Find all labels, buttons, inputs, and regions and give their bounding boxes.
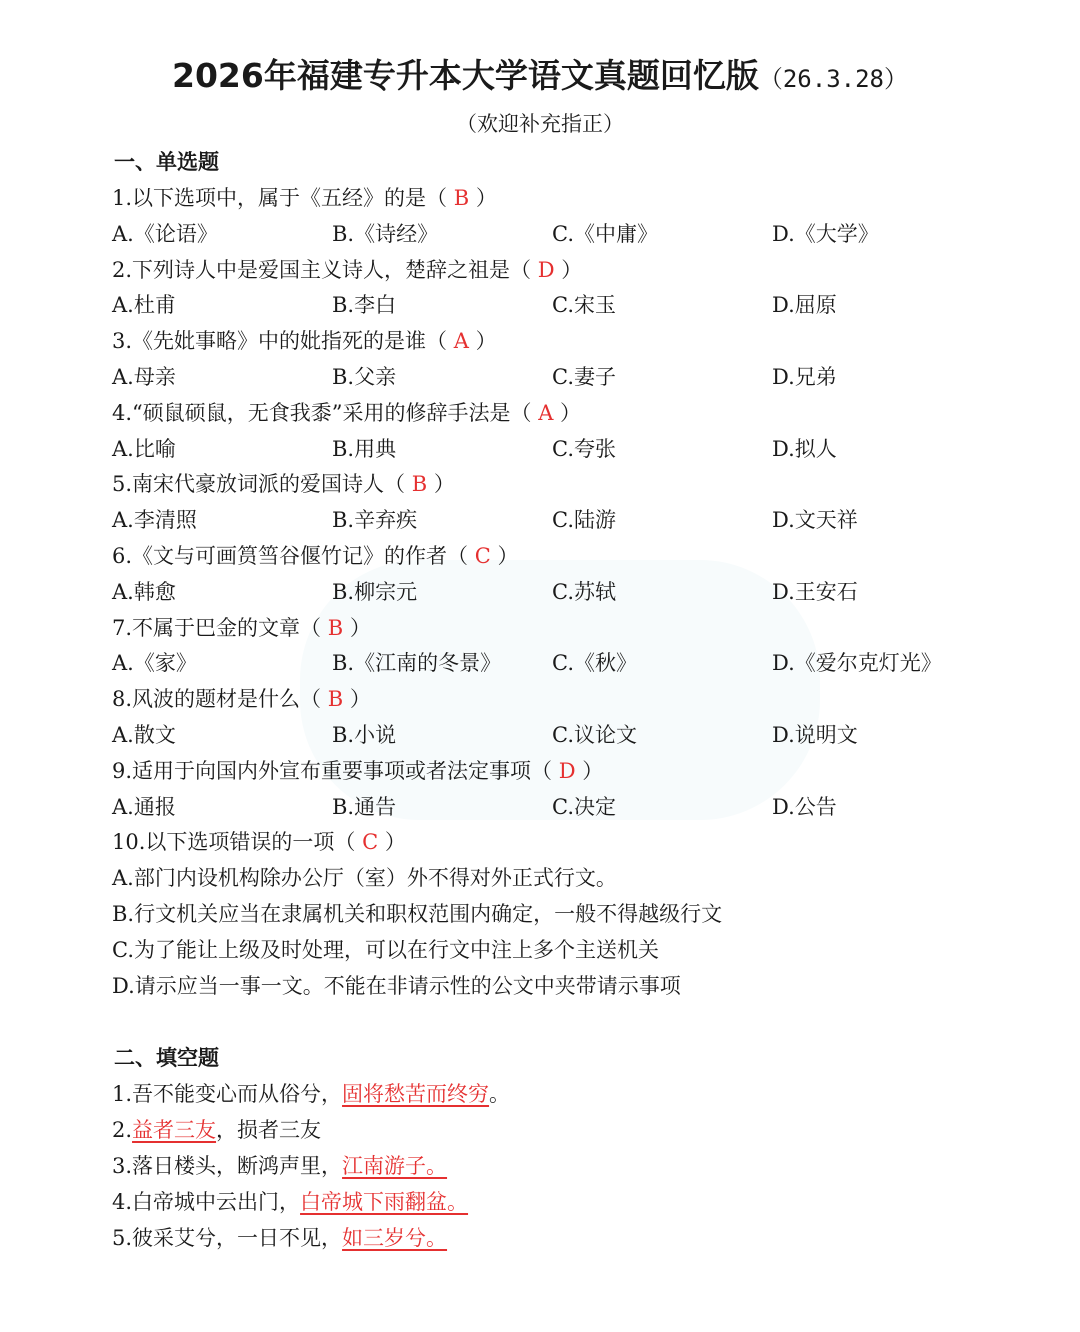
- question-close: ）: [490, 544, 519, 568]
- option-c: C.决定: [552, 794, 616, 819]
- answer-mark: A: [538, 400, 554, 425]
- question-close: ）: [343, 687, 371, 712]
- title-text: 2026年福建专升本大学语文真题回忆版: [171, 56, 759, 95]
- option-c: C.夸张: [552, 436, 616, 461]
- option-d: D.拟人: [772, 436, 837, 461]
- fill-suffix: 。: [489, 1082, 511, 1106]
- option-d: D.说明文: [772, 723, 858, 747]
- option-a: A.李清照: [112, 508, 197, 533]
- question-close: ）: [575, 758, 604, 783]
- question-stem: [112, 468, 455, 498]
- fill-prefix: 1.吾不能变心而从俗兮，: [112, 1082, 343, 1106]
- question-text: 9.适用于向国内外宣布重要事项或者法定事项（: [112, 758, 559, 783]
- section-heading-fill: 二、填空题: [114, 1046, 219, 1070]
- option-a: A.部门内设机构除办公厅（室）外不得对外正式行文。: [112, 866, 617, 891]
- question-close: ）: [553, 400, 582, 425]
- option-a: A.《论语》: [112, 221, 218, 246]
- question-close: ）: [343, 615, 371, 640]
- fill-item: [112, 1222, 447, 1252]
- question-text: 10.以下选项错误的一项（: [112, 830, 363, 855]
- question-text: 3.《先妣事略》中的妣指死的是谁（: [112, 329, 454, 354]
- option-d: D.请示应当一事一文。不能在非请示性的公文中夹带请示事项: [112, 973, 681, 998]
- fill-answer: 江南游子。: [342, 1154, 448, 1178]
- answer-mark: B: [327, 615, 344, 640]
- question-text: 2.下列诗人中是爱国主义诗人，楚辞之祖是（: [112, 257, 538, 282]
- question-close: ）: [468, 329, 497, 354]
- option-b: B.柳宗元: [332, 579, 418, 604]
- question-text: 4.“硕鼠硕鼠，无食我黍”采用的修辞手法是（: [112, 400, 539, 425]
- option-a: A.散文: [112, 723, 176, 747]
- question-stem: [112, 755, 603, 785]
- option-c: C.《中庸》: [552, 221, 658, 246]
- answer-mark: A: [453, 329, 469, 354]
- question-close: ）: [469, 186, 497, 210]
- fill-answer: 益者三友: [132, 1118, 217, 1142]
- option-d: D.屈原: [772, 293, 837, 318]
- question-text: 7.不属于巴金的文章（: [112, 615, 328, 640]
- question-stem: [112, 325, 497, 355]
- option-d: D.《爱尔克灯光》: [772, 651, 942, 676]
- option-b: B.小说: [332, 723, 397, 747]
- document-subtitle: （欢迎补充指正）: [456, 112, 624, 136]
- option-c: C.妻子: [552, 365, 616, 389]
- question-text: 8.风波的题材是什么（: [112, 687, 328, 712]
- section-heading-choice: 一、单选题: [114, 150, 219, 174]
- option-b: B.通告: [332, 794, 397, 819]
- option-a: A.通报: [112, 794, 176, 819]
- question-text: 5.南宋代豪放词派的爱国诗人（: [112, 472, 412, 497]
- answer-mark: C: [474, 544, 491, 568]
- fill-prefix: 4.白帝城中云出门，: [112, 1190, 301, 1214]
- option-b: B.《诗经》: [332, 221, 439, 246]
- fill-prefix: 2.: [112, 1118, 133, 1142]
- answer-mark: C: [362, 830, 379, 855]
- document-title: [0, 50, 1080, 97]
- option-a: A.韩愈: [112, 579, 176, 604]
- question-text: 6.《文与可画筼筜谷偃竹记》的作者（: [112, 544, 475, 568]
- question-stem: [112, 254, 582, 284]
- option-c: C.苏轼: [552, 579, 616, 604]
- option-c: C.宋玉: [552, 293, 616, 318]
- option-b: B.父亲: [332, 365, 397, 389]
- question-stem: [112, 182, 497, 212]
- question-stem: [112, 397, 581, 427]
- title-date: （26.3.28）: [758, 65, 908, 93]
- question-close: ）: [378, 830, 406, 855]
- answer-mark: B: [411, 472, 428, 497]
- option-a: A.比喻: [112, 436, 176, 461]
- fill-answer: 固将愁苦而终穷: [342, 1082, 490, 1106]
- option-b: B.辛弃疾: [332, 508, 418, 533]
- fill-item: [112, 1186, 468, 1216]
- option-b: B.李白: [332, 293, 397, 318]
- option-a: A.杜甫: [112, 293, 176, 318]
- question-text: 1.以下选项中，属于《五经》的是（: [112, 186, 454, 210]
- option-a: A.《家》: [112, 651, 197, 676]
- option-b: B.《江南的冬景》: [332, 651, 502, 676]
- fill-suffix: ，损者三友: [216, 1118, 322, 1142]
- option-d: D.公告: [772, 794, 837, 819]
- fill-prefix: 3.落日楼头，断鸿声里，: [112, 1154, 343, 1178]
- fill-item: [112, 1078, 510, 1108]
- fill-item: [112, 1150, 447, 1180]
- question-stem: [112, 612, 371, 642]
- option-c: C.为了能让上级及时处理，可以在行文中注上多个主送机关: [112, 937, 659, 962]
- option-c: C.陆游: [552, 508, 616, 533]
- answer-mark: B: [453, 186, 470, 210]
- option-d: D.《大学》: [772, 221, 879, 246]
- fill-prefix: 5.彼采艾兮，一日不见，: [112, 1226, 343, 1250]
- question-stem: [112, 540, 518, 570]
- fill-item: [112, 1114, 321, 1144]
- question-stem: [112, 826, 406, 856]
- option-d: D.文天祥: [772, 508, 858, 533]
- option-c: C.《秋》: [552, 651, 637, 676]
- option-b: B.行文机关应当在隶属机关和职权范围内确定，一般不得越级行文: [112, 902, 723, 926]
- question-stem: [112, 683, 371, 713]
- answer-mark: D: [537, 257, 555, 282]
- option-b: B.用典: [332, 436, 397, 461]
- option-d: D.兄弟: [772, 365, 837, 389]
- question-close: ）: [427, 472, 455, 497]
- option-a: A.母亲: [112, 365, 176, 389]
- answer-mark: B: [327, 687, 344, 712]
- option-c: C.议论文: [552, 723, 637, 747]
- answer-mark: D: [558, 758, 576, 783]
- question-close: ）: [554, 257, 583, 282]
- option-d: D.王安石: [772, 579, 858, 604]
- fill-answer: 如三岁兮。: [342, 1226, 448, 1250]
- fill-answer: 白帝城下雨翻盆。: [300, 1190, 469, 1214]
